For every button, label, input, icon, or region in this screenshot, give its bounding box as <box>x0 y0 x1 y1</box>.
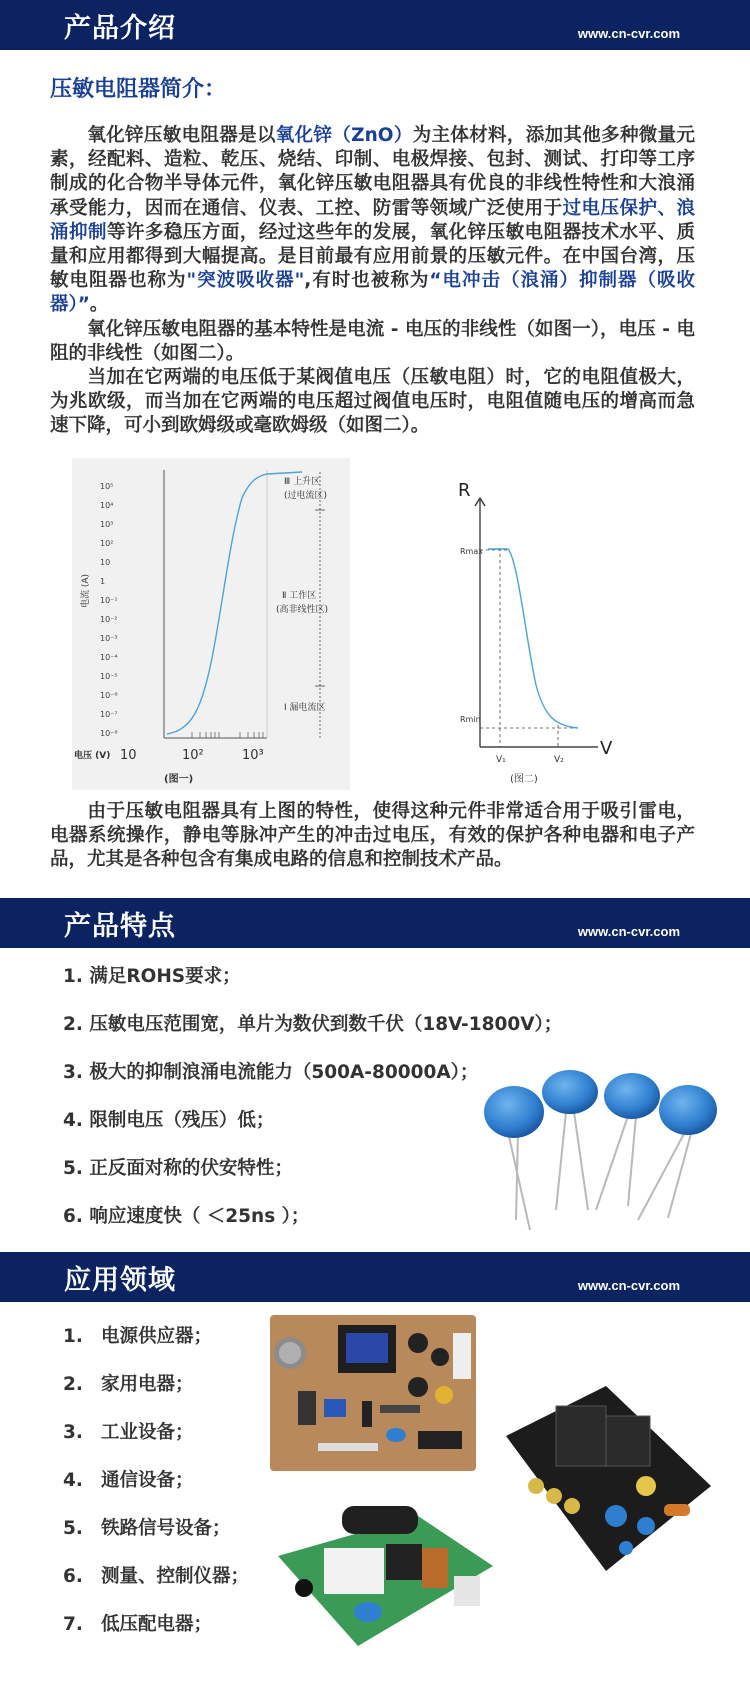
application-item <box>63 1514 231 1540</box>
section-header-intro <box>0 0 750 50</box>
p4-text: 由于压敏电阻器具有上图的特性，使得这种元件非常适合用于吸引雷电，电器系统操作，静电等脉冲产生的冲击过电压，有效的保护各种电器和电子产品，尤其是各种包含有集成电路的信息和控制技术产品。 <box>50 801 695 871</box>
figure-2-rv-curve <box>438 470 628 790</box>
section-title-intro: 产品介绍 <box>64 13 176 44</box>
p1-highlight-surge-absorber: "突波吸收器" <box>186 270 305 292</box>
intro-subtitle: 压敏电阻器简介： <box>50 77 227 102</box>
intro-paragraph-2 <box>50 318 695 366</box>
application-label: 铁路信号设备； <box>101 1518 231 1539</box>
y-tick: 1 <box>100 577 106 586</box>
figure-1-region-1: Ⅰ 漏电流区 <box>284 703 326 713</box>
application-label: 电源供应器； <box>101 1326 213 1347</box>
p1-highlight-protection: 过电压保护、浪涌抑制 <box>50 197 695 243</box>
figure-1-iv-curve <box>72 458 350 790</box>
x-tick: 10³ <box>242 748 264 763</box>
p1-text-a: 氧化锌压敏电阻器是以 <box>87 125 276 146</box>
p1-text-c: 为主体材料，添加其他多种微量元素，经配料、造粒、乾压、烧结、印制、电极焊接、包封、测试、打印等工序制成的化合物半导体元件，氧化锌压敏电阻器具有优良的非线性特性和大浪涌承受能力，因而在通信、仪表、工控、防雷等领域广泛使用于 <box>50 125 695 219</box>
figure-2-v2: V₂ <box>554 755 564 765</box>
p3-text: 当加在它两端的电压低于某阀值电压（压敏电阻）时，它的电阻值极大，为兆欧级，而当加在它两端的电压超过阀值电压时，电阻值随电压的增高而急速下降，可小到欧姆级或毫欧姆级（如图二）。 <box>50 367 695 437</box>
figure-1-y-ticks <box>100 482 118 738</box>
application-number: 2. <box>63 1374 83 1395</box>
application-number: 4. <box>63 1470 83 1491</box>
x-tick: 10 <box>120 748 137 763</box>
application-number: 7. <box>63 1614 83 1635</box>
application-item <box>63 1562 249 1588</box>
varistor-disk <box>542 1070 598 1114</box>
intro-paragraph-1 <box>50 124 695 318</box>
feature-item: 2. 压敏电压范围宽，单片为数伏到数千伏（18V-1800V）； <box>63 1014 563 1035</box>
y-tick: 10⁻⁵ <box>100 672 118 681</box>
varistor-disk <box>484 1086 544 1138</box>
y-tick: 10⁻² <box>100 615 118 624</box>
figure-2-rmin: Rmin <box>460 715 481 724</box>
figure-2-caption: (图二) <box>510 774 538 785</box>
application-number: 6. <box>63 1566 83 1587</box>
application-item <box>63 1418 194 1444</box>
figure-2-curve <box>488 549 578 728</box>
y-tick: 10³ <box>100 520 114 529</box>
application-number: 5. <box>63 1518 83 1539</box>
figure-2-x-axis-label: V <box>600 738 613 759</box>
y-tick: 10 <box>100 558 111 567</box>
application-number: 1. <box>63 1326 83 1347</box>
application-label: 测量、控制仪器； <box>101 1566 250 1587</box>
figure-1-region-3: Ⅲ 上升区 <box>284 477 321 487</box>
y-tick: 10⁻¹ <box>100 596 118 605</box>
pcb-board-image-3 <box>496 1376 714 1576</box>
feature-item: 3. 极大的抑制浪涌电流能力（500A-80000A）； <box>63 1062 479 1083</box>
figure-1-xlabel: 电压 (V) <box>74 751 111 761</box>
p1-highlight-zno: 氧化锌（ZnO） <box>275 125 413 146</box>
figure-2-rmax: Rmax <box>460 547 483 556</box>
application-label: 工业设备； <box>101 1422 194 1443</box>
application-number: 3. <box>63 1422 83 1443</box>
varistor-disk <box>659 1085 717 1135</box>
feature-item: 5. 正反面对称的伏安特性； <box>63 1158 293 1179</box>
application-label: 低压配电器； <box>101 1614 213 1635</box>
section-header-applications <box>0 1252 750 1302</box>
pcb-board-image-1 <box>268 1313 478 1473</box>
y-tick: 10⁻⁴ <box>100 653 118 662</box>
figure-1-region-3-sub: (过电流区) <box>284 491 328 501</box>
section-title-applications: 应用领域 <box>64 1265 176 1296</box>
x-tick: 10² <box>182 748 204 763</box>
y-tick: 10⁻⁷ <box>100 710 118 719</box>
varistor-disks-image <box>478 1070 718 1230</box>
section-title-features: 产品特点 <box>64 911 176 942</box>
figure-2-y-axis-label: R <box>458 480 471 501</box>
varistor-disk <box>604 1073 660 1119</box>
y-tick: 10² <box>100 539 114 548</box>
application-label: 家用电器； <box>101 1374 194 1395</box>
site-url: www.cn-cvr.com <box>577 26 680 41</box>
p1-text-e: 等许多稳压方面，经过这些年的发展，氧化锌压敏电阻器技术水平、质量和应用都得到大幅提高。是目前最有应用前景的压敏元件。在中国台湾，压敏电阻器也称为 <box>50 221 695 292</box>
y-tick: 10⁻⁶ <box>100 691 118 700</box>
feature-item: 6. 响应速度快（ ＜25ns ）； <box>63 1206 310 1227</box>
p1-highlight-suppressor: “电冲击（浪涌）抑制器（吸收器）” <box>50 270 695 316</box>
p1-text-i: 。 <box>89 294 109 316</box>
section-header-features <box>0 898 750 948</box>
y-tick: 10⁴ <box>100 501 114 510</box>
application-item <box>63 1466 194 1492</box>
intro-paragraph-3 <box>50 366 695 439</box>
feature-item: 4. 限制电压（残压）低； <box>63 1110 275 1131</box>
y-tick: 10⁵ <box>100 482 114 491</box>
pcb-board-image-2 <box>268 1496 498 1661</box>
figure-1-region-2: Ⅱ 工作区 <box>282 591 317 601</box>
feature-item: 1. 满足ROHS要求； <box>63 966 241 987</box>
application-item <box>63 1370 194 1396</box>
figure-1-region-2-sub: (高非线性区) <box>276 605 329 615</box>
application-item <box>63 1610 212 1636</box>
intro-paragraph-4 <box>50 800 695 873</box>
site-url: www.cn-cvr.com <box>577 1278 680 1293</box>
figure-1-caption: (图一) <box>164 774 194 785</box>
figure-1-ylabel: 电流 (A) <box>81 573 91 608</box>
figure-2-v1: V₁ <box>496 755 506 765</box>
y-tick: 10⁻⁸ <box>100 729 118 738</box>
p2-text: 氧化锌压敏电阻器的基本特性是电流 - 电压的非线性（如图一），电压 - 电阻的非线性（如图二）。 <box>50 319 695 365</box>
application-label: 通信设备； <box>101 1470 194 1491</box>
figure-1-curve <box>167 472 302 734</box>
y-tick: 10⁻³ <box>100 634 118 643</box>
p1-text-g: ,有时也被称为 <box>304 270 430 292</box>
site-url: www.cn-cvr.com <box>577 924 680 939</box>
application-item <box>63 1322 212 1348</box>
